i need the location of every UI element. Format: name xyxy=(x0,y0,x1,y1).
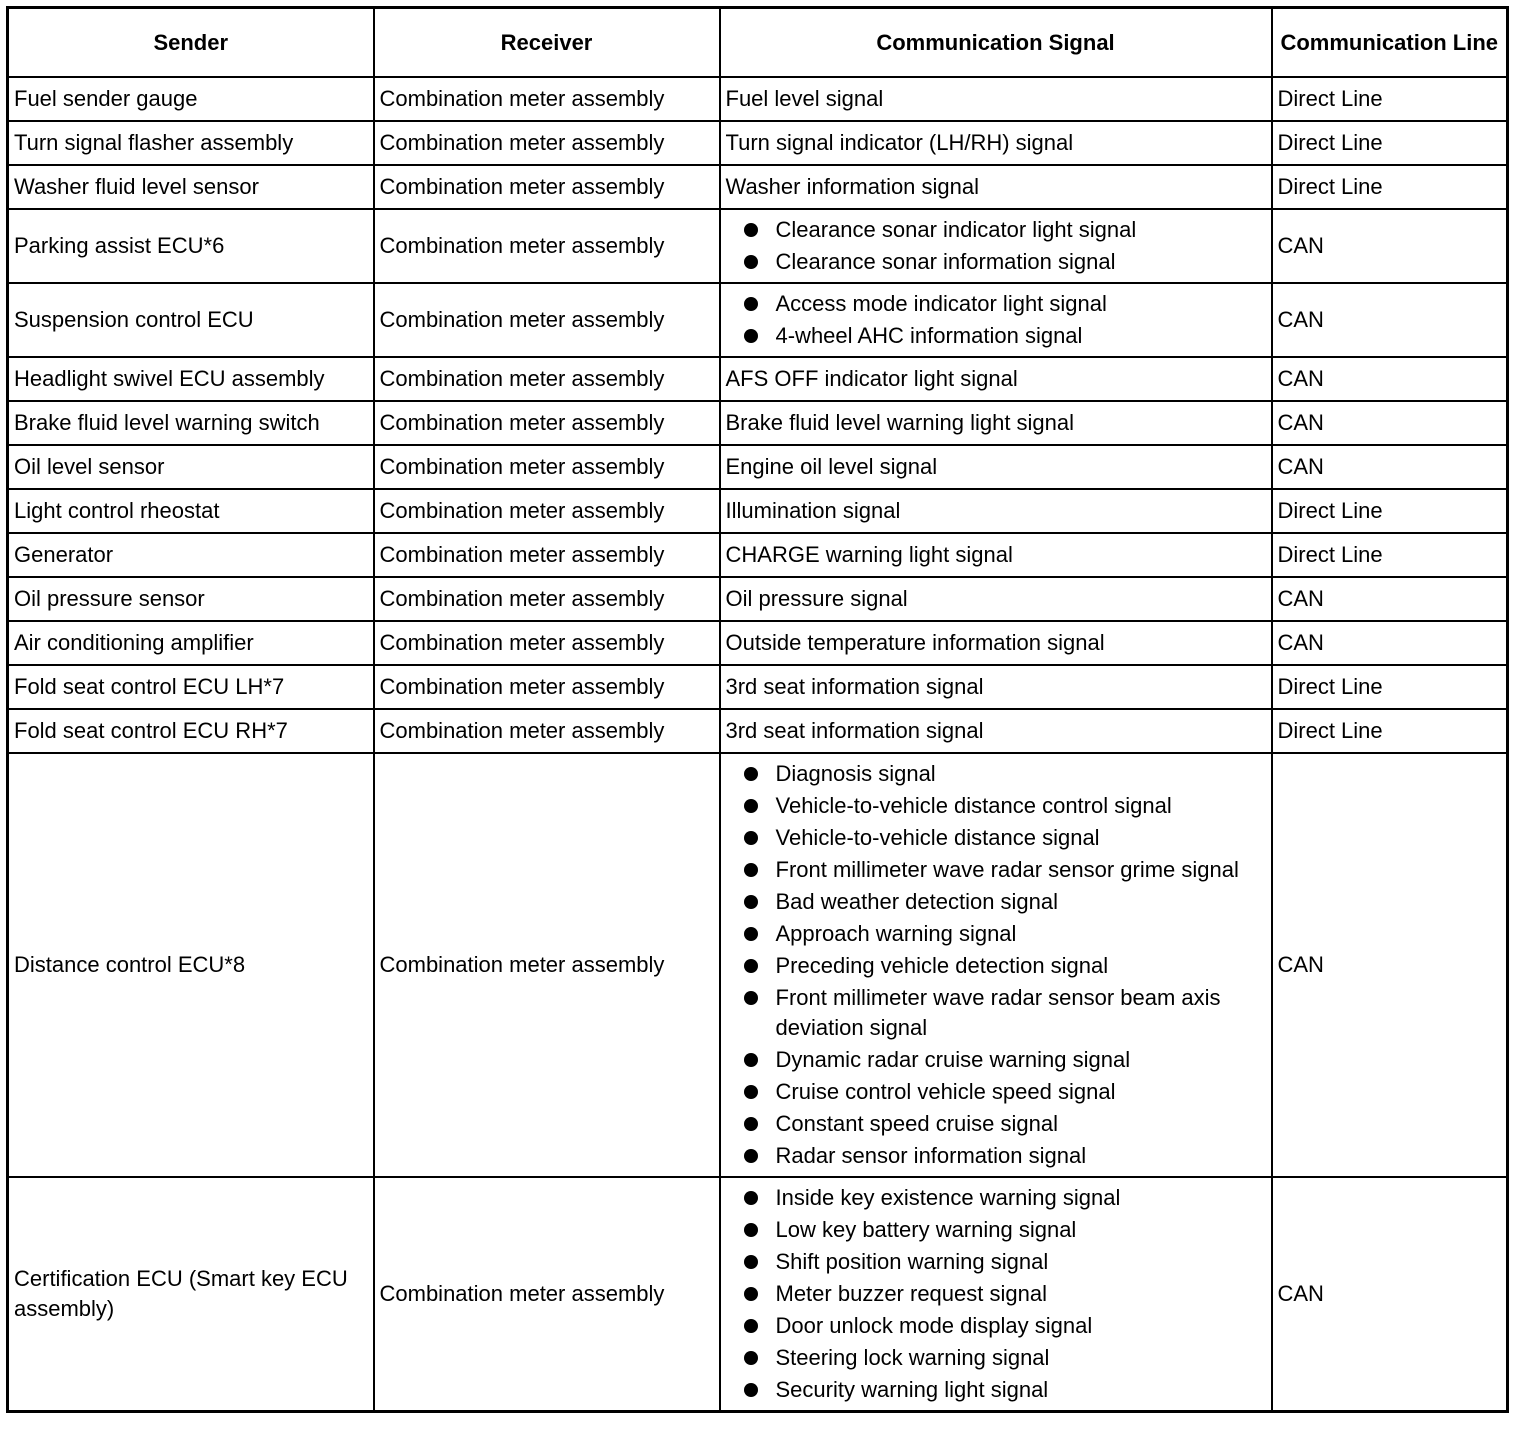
signal-list-item xyxy=(726,950,1266,982)
signal-list-item xyxy=(726,288,1266,320)
bullet-icon xyxy=(744,1287,758,1301)
signal-list-item xyxy=(726,1076,1266,1108)
bullet-icon xyxy=(744,1191,758,1205)
sender-cell: Fold seat control ECU LH*7 xyxy=(8,665,374,709)
signal-text: Constant speed cruise signal xyxy=(775,1111,1058,1136)
signal-text: Door unlock mode display signal xyxy=(775,1313,1093,1338)
bullet-icon xyxy=(744,1255,758,1269)
bullet-icon xyxy=(744,799,758,813)
signal-cell: Brake fluid level warning light signal xyxy=(720,401,1272,445)
signal-text: Radar sensor information signal xyxy=(775,1143,1087,1168)
sender-cell: Fuel sender gauge xyxy=(8,77,374,121)
bullet-icon xyxy=(744,1085,758,1099)
signal-text: Clearance sonar information signal xyxy=(775,249,1116,274)
table-row xyxy=(8,1177,1508,1412)
bullet-icon xyxy=(744,863,758,877)
signal-text: Meter buzzer request signal xyxy=(775,1281,1047,1306)
signal-text: Clearance sonar indicator light signal xyxy=(775,217,1137,242)
receiver-cell: Combination meter assembly xyxy=(374,665,720,709)
bullet-icon xyxy=(744,1351,758,1365)
signal-list-item xyxy=(726,246,1266,278)
signal-cell: Engine oil level signal xyxy=(720,445,1272,489)
line-cell: Direct Line xyxy=(1272,533,1508,577)
signal-list-item xyxy=(726,854,1266,886)
line-cell: CAN xyxy=(1272,209,1508,283)
line-cell: Direct Line xyxy=(1272,489,1508,533)
bullet-icon xyxy=(744,927,758,941)
receiver-cell: Combination meter assembly xyxy=(374,1177,720,1412)
table-row xyxy=(8,401,1508,445)
signal-text: Bad weather detection signal xyxy=(775,889,1059,914)
signal-list-item xyxy=(726,214,1266,246)
bullet-icon xyxy=(744,223,758,237)
signal-list-item xyxy=(726,1246,1266,1278)
receiver-cell: Combination meter assembly xyxy=(374,753,720,1177)
receiver-cell: Combination meter assembly xyxy=(374,533,720,577)
signal-text: Front millimeter wave radar sensor grime signal xyxy=(775,857,1239,882)
header-communication-signal: Communication Signal xyxy=(720,8,1272,78)
table-row xyxy=(8,665,1508,709)
header-receiver: Receiver xyxy=(374,8,720,78)
line-cell: Direct Line xyxy=(1272,709,1508,753)
signal-text: Inside key existence warning signal xyxy=(775,1185,1121,1210)
signal-list-item xyxy=(726,918,1266,950)
line-cell: CAN xyxy=(1272,401,1508,445)
signal-text: Dynamic radar cruise warning signal xyxy=(775,1047,1131,1072)
bullet-icon xyxy=(744,1383,758,1397)
bullet-icon xyxy=(744,255,758,269)
signal-text: Shift position warning signal xyxy=(775,1249,1049,1274)
bullet-icon xyxy=(744,1053,758,1067)
sender-cell: Oil level sensor xyxy=(8,445,374,489)
bullet-icon xyxy=(744,895,758,909)
line-cell: Direct Line xyxy=(1272,121,1508,165)
receiver-cell: Combination meter assembly xyxy=(374,445,720,489)
table-row xyxy=(8,489,1508,533)
signal-cell xyxy=(720,283,1272,357)
signal-list xyxy=(726,758,1266,1172)
bullet-icon xyxy=(744,1149,758,1163)
sender-cell: Parking assist ECU*6 xyxy=(8,209,374,283)
sender-cell: Turn signal flasher assembly xyxy=(8,121,374,165)
bullet-icon xyxy=(744,767,758,781)
header-communication-line: Communication Line xyxy=(1272,8,1508,78)
signal-list xyxy=(726,1182,1266,1406)
signal-list-item xyxy=(726,1214,1266,1246)
line-cell: CAN xyxy=(1272,621,1508,665)
sender-cell: Washer fluid level sensor xyxy=(8,165,374,209)
signal-text: Low key battery warning signal xyxy=(775,1217,1077,1242)
signal-cell: AFS OFF indicator light signal xyxy=(720,357,1272,401)
signal-cell: CHARGE warning light signal xyxy=(720,533,1272,577)
table-row xyxy=(8,445,1508,489)
signal-list-item xyxy=(726,1140,1266,1172)
bullet-icon xyxy=(744,959,758,973)
signal-text: 4-wheel AHC information signal xyxy=(775,323,1083,348)
receiver-cell: Combination meter assembly xyxy=(374,709,720,753)
document-page xyxy=(6,6,1506,1440)
bullet-icon xyxy=(744,1223,758,1237)
receiver-cell: Combination meter assembly xyxy=(374,121,720,165)
table-row xyxy=(8,709,1508,753)
signal-list-item xyxy=(726,758,1266,790)
table-row xyxy=(8,621,1508,665)
signal-cell: 3rd seat information signal xyxy=(720,665,1272,709)
signal-cell: 3rd seat information signal xyxy=(720,709,1272,753)
signal-cell: Outside temperature information signal xyxy=(720,621,1272,665)
bullet-icon xyxy=(744,991,758,1005)
bullet-icon xyxy=(744,831,758,845)
signal-cell xyxy=(720,1177,1272,1412)
sender-cell: Brake fluid level warning switch xyxy=(8,401,374,445)
signal-list-item xyxy=(726,1044,1266,1076)
table-row xyxy=(8,283,1508,357)
sender-cell: Oil pressure sensor xyxy=(8,577,374,621)
signal-list xyxy=(726,214,1266,278)
line-cell: CAN xyxy=(1272,1177,1508,1412)
sender-cell: Headlight swivel ECU assembly xyxy=(8,357,374,401)
signal-list-item xyxy=(726,982,1266,1044)
communication-table xyxy=(6,6,1509,1413)
line-cell: Direct Line xyxy=(1272,77,1508,121)
line-cell: CAN xyxy=(1272,753,1508,1177)
signal-cell: Oil pressure signal xyxy=(720,577,1272,621)
receiver-cell: Combination meter assembly xyxy=(374,621,720,665)
signal-text: Security warning light signal xyxy=(775,1377,1049,1402)
line-cell: CAN xyxy=(1272,357,1508,401)
table-header xyxy=(8,8,1508,78)
sender-cell: Generator xyxy=(8,533,374,577)
table-row xyxy=(8,577,1508,621)
signal-list-item xyxy=(726,1278,1266,1310)
signal-list-item xyxy=(726,886,1266,918)
signal-cell: Washer information signal xyxy=(720,165,1272,209)
bullet-icon xyxy=(744,329,758,343)
signal-list-item xyxy=(726,790,1266,822)
receiver-cell: Combination meter assembly xyxy=(374,283,720,357)
line-cell: CAN xyxy=(1272,445,1508,489)
signal-text: Front millimeter wave radar sensor beam axis deviation signal xyxy=(775,985,1221,1040)
table-row xyxy=(8,209,1508,283)
receiver-cell: Combination meter assembly xyxy=(374,401,720,445)
sender-cell: Fold seat control ECU RH*7 xyxy=(8,709,374,753)
table-row xyxy=(8,77,1508,121)
signal-list-item xyxy=(726,822,1266,854)
signal-text: Vehicle-to-vehicle distance signal xyxy=(775,825,1100,850)
signal-list-item xyxy=(726,1310,1266,1342)
receiver-cell: Combination meter assembly xyxy=(374,77,720,121)
receiver-cell: Combination meter assembly xyxy=(374,577,720,621)
signal-text: Access mode indicator light signal xyxy=(775,291,1107,316)
line-cell: CAN xyxy=(1272,283,1508,357)
signal-list-item xyxy=(726,1374,1266,1406)
signal-text: Approach warning signal xyxy=(775,921,1017,946)
signal-list-item xyxy=(726,320,1266,352)
receiver-cell: Combination meter assembly xyxy=(374,357,720,401)
signal-cell: Turn signal indicator (LH/RH) signal xyxy=(720,121,1272,165)
signal-list xyxy=(726,288,1266,352)
signal-text: Cruise control vehicle speed signal xyxy=(775,1079,1116,1104)
line-cell: Direct Line xyxy=(1272,165,1508,209)
table-body xyxy=(8,77,1508,1412)
sender-cell: Light control rheostat xyxy=(8,489,374,533)
table-row xyxy=(8,533,1508,577)
signal-cell: Illumination signal xyxy=(720,489,1272,533)
table-row xyxy=(8,753,1508,1177)
header-row xyxy=(8,8,1508,78)
line-cell: Direct Line xyxy=(1272,665,1508,709)
receiver-cell: Combination meter assembly xyxy=(374,165,720,209)
receiver-cell: Combination meter assembly xyxy=(374,209,720,283)
signal-text: Vehicle-to-vehicle distance control signal xyxy=(775,793,1172,818)
table-row xyxy=(8,121,1508,165)
signal-cell xyxy=(720,209,1272,283)
signal-list-item xyxy=(726,1108,1266,1140)
sender-cell: Certification ECU (Smart key ECU assembly) xyxy=(8,1177,374,1412)
signal-cell: Fuel level signal xyxy=(720,77,1272,121)
signal-text: Preceding vehicle detection signal xyxy=(775,953,1109,978)
table-row xyxy=(8,165,1508,209)
sender-cell: Suspension control ECU xyxy=(8,283,374,357)
signal-list-item xyxy=(726,1342,1266,1374)
signal-list-item xyxy=(726,1182,1266,1214)
table-row xyxy=(8,357,1508,401)
sender-cell: Distance control ECU*8 xyxy=(8,753,374,1177)
sender-cell: Air conditioning amplifier xyxy=(8,621,374,665)
signal-text: Steering lock warning signal xyxy=(775,1345,1050,1370)
signal-cell xyxy=(720,753,1272,1177)
receiver-cell: Combination meter assembly xyxy=(374,489,720,533)
signal-text: Diagnosis signal xyxy=(775,761,936,786)
bullet-icon xyxy=(744,1319,758,1333)
header-sender: Sender xyxy=(8,8,374,78)
bullet-icon xyxy=(744,1117,758,1131)
bullet-icon xyxy=(744,297,758,311)
line-cell: CAN xyxy=(1272,577,1508,621)
